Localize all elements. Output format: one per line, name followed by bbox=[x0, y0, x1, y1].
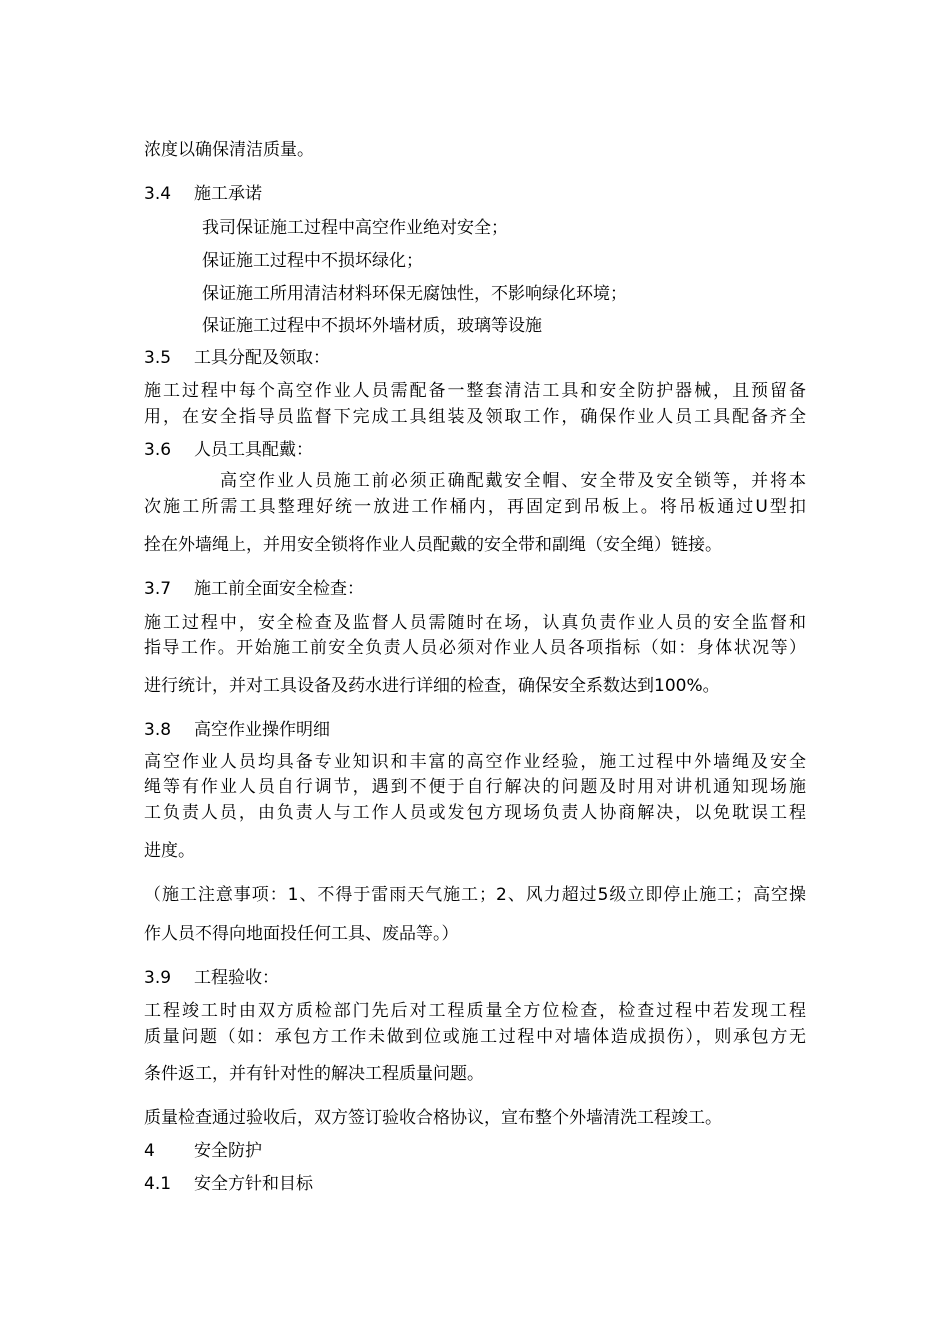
paragraph-line: 浓度以确保清洁质量。 bbox=[144, 140, 314, 160]
paragraph-line: 作人员不得向地面投任何工具、废品等。） bbox=[144, 924, 459, 944]
section-title: 施工前全面安全检查： bbox=[194, 579, 364, 599]
list-item: 我司保证施工过程中高空作业绝对安全； bbox=[202, 218, 508, 238]
paragraph-line: 拴在外墙绳上，并用安全锁将作业人员配戴的安全带和副绳（安全绳）链接。 bbox=[144, 535, 722, 555]
paragraph-line: 进度。 bbox=[144, 841, 195, 861]
paragraph-line: 工负责人员，由负责人与工作人员或发包方现场负责人协商解决，以免耽误工程 bbox=[144, 803, 806, 823]
section-number: 4.1 bbox=[144, 1174, 172, 1194]
paragraph-line: 绳等有作业人员自行调节，遇到不便于自行解决的问题及时用对讲机通知现场施 bbox=[144, 777, 806, 797]
section-title: 人员工具配戴： bbox=[194, 440, 313, 460]
list-item: 保证施工过程中不损坏外墙材质，玻璃等设施 bbox=[202, 316, 542, 336]
section-title: 安全方针和目标 bbox=[194, 1174, 313, 1194]
section-heading-3-4 bbox=[144, 182, 262, 206]
paragraph-line: 施工过程中，安全检查及监督人员需随时在场，认真负责作业人员的安全监督和 bbox=[144, 613, 806, 633]
section-heading-4-1 bbox=[144, 1172, 313, 1196]
paragraph-line: 施工过程中每个高空作业人员需配备一整套清洁工具和安全防护器械，且预留备 bbox=[144, 381, 806, 401]
section-heading-3-6 bbox=[144, 438, 313, 462]
section-heading-4 bbox=[144, 1139, 262, 1163]
list-item: 保证施工过程中不损坏绿化； bbox=[202, 251, 423, 271]
section-number: 3.8 bbox=[144, 720, 172, 740]
paragraph-line: 条件返工，并有针对性的解决工程质量问题。 bbox=[144, 1064, 484, 1084]
paragraph-line: 高空作业人员均具备专业知识和丰富的高空作业经验，施工过程中外墙绳及安全 bbox=[144, 752, 806, 772]
list-item: 保证施工所用清洁材料环保无腐蚀性，不影响绿化环境； bbox=[202, 284, 627, 304]
paragraph-line: 高空作业人员施工前必须正确配戴安全帽、安全带及安全锁等，并将本 bbox=[220, 471, 806, 491]
section-heading-3-8 bbox=[144, 718, 330, 742]
section-title: 高空作业操作明细 bbox=[194, 720, 330, 740]
section-number: 4 bbox=[144, 1141, 155, 1161]
section-heading-3-9 bbox=[144, 966, 279, 990]
section-number: 3.6 bbox=[144, 440, 172, 460]
section-title: 工程验收： bbox=[194, 968, 279, 988]
section-title: 安全防护 bbox=[194, 1141, 262, 1161]
paragraph-line: 用，在安全指导员监督下完成工具组装及领取工作，确保作业人员工具配备齐全 bbox=[144, 407, 806, 427]
section-number: 3.7 bbox=[144, 579, 172, 599]
paragraph-line: （施工注意事项：1、不得于雷雨天气施工；2、风力超过5级立即停止施工；高空操 bbox=[144, 885, 806, 905]
section-number: 3.9 bbox=[144, 968, 172, 988]
paragraph-line: 质量检查通过验收后，双方签订验收合格协议，宣布整个外墙清洗工程竣工。 bbox=[144, 1108, 722, 1128]
section-heading-3-5 bbox=[144, 346, 330, 370]
paragraph-line: 进行统计，并对工具设备及药水进行详细的检查，确保安全系数达到100%。 bbox=[144, 676, 720, 696]
section-heading-3-7 bbox=[144, 577, 364, 601]
section-number: 3.4 bbox=[144, 184, 172, 204]
section-title: 工具分配及领取： bbox=[194, 348, 330, 368]
paragraph-line: 质量问题（如：承包方工作未做到位或施工过程中对墙体造成损伤），则承包方无 bbox=[144, 1027, 806, 1047]
paragraph-line: 工程竣工时由双方质检部门先后对工程质量全方位检查，检查过程中若发现工程 bbox=[144, 1001, 806, 1021]
paragraph-line: 指导工作。开始施工前安全负责人员必须对作业人员各项指标（如：身体状况等） bbox=[144, 638, 806, 658]
section-number: 3.5 bbox=[144, 348, 172, 368]
section-title: 施工承诺 bbox=[194, 184, 262, 204]
paragraph-line: 次施工所需工具整理好统一放进工作桶内，再固定到吊板上。将吊板通过U型扣 bbox=[144, 497, 806, 517]
